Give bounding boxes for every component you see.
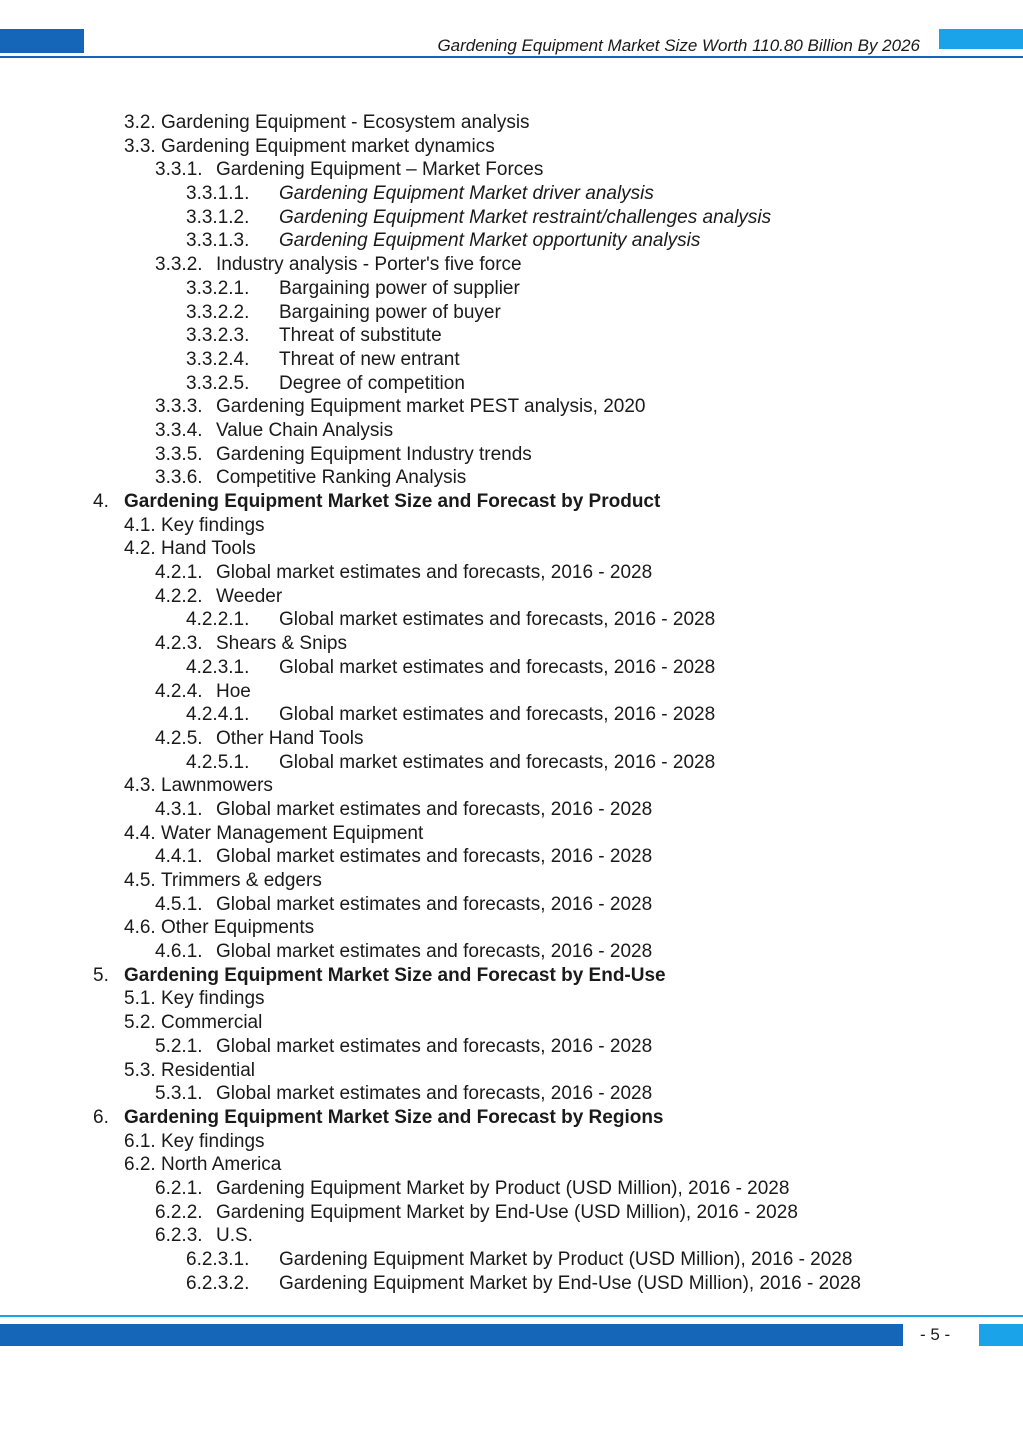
toc-entry-number: 3.2. [124,112,156,133]
toc-entry [0,348,1023,372]
toc-entry-number: 3.3.2.1. [186,277,250,299]
toc-entry-number: 4.5. [124,870,156,891]
toc-entry-number: 4.2.2.1. [186,609,250,631]
toc-entry [0,1011,1023,1035]
header-rule [0,56,1023,58]
toc-entry-number: 5.2. [124,1012,156,1034]
toc-entry [0,1224,1023,1248]
toc-entry-title: Threat of new entrant [279,348,460,370]
toc-entry-number: 4.2. [124,538,156,560]
toc-entry-title: Gardening Equipment Market Size and Forecast by Product [124,491,661,512]
toc-entry [0,490,1023,514]
toc-entry [0,703,1023,727]
toc-entry-title: Gardening Equipment Market by Product (USD Million), 2016 - 2028 [216,1177,790,1199]
toc-entry-title: Trimmers & edgers [161,870,322,891]
toc-entry [0,466,1023,490]
header-right-bar [939,29,1023,49]
toc-entry-number: 5. [93,964,109,986]
toc-entry-number: 4.3. [124,775,156,797]
page-number: - 5 - [920,1325,951,1344]
toc-entry-number: 4.4. [124,822,156,844]
toc-entry [0,987,1023,1011]
toc-entry-title: Global market estimates and forecasts, 2016 - 2028 [216,846,653,868]
toc-entry [0,964,1023,988]
toc-entry-title: Hand Tools [161,538,256,560]
toc-entry-title: Gardening Equipment market dynamics [161,135,495,157]
toc-entry [0,1106,1023,1130]
toc-entry-title: Gardening Equipment Market Size and Forecast by Regions [124,1106,664,1128]
toc-entry [0,1035,1023,1059]
toc-entry [0,656,1023,680]
toc-entry [0,395,1023,419]
toc-entry-title: Weeder [216,585,283,607]
toc-entry [0,253,1023,277]
toc-entry [0,727,1023,751]
toc-entry [0,845,1023,869]
toc-entry-number: 3.3.3. [155,396,203,418]
toc-entry-title: Value Chain Analysis [216,419,394,441]
toc-entry-title: Lawnmowers [161,775,273,797]
toc-entry-number: 3.3.1. [155,159,203,181]
toc-entry [0,158,1023,182]
toc-entry-title: Residential [161,1059,255,1081]
toc-entry [0,301,1023,325]
toc-entry-title: Threat of substitute [279,325,442,347]
toc-entry-title: Degree of competition [279,372,465,394]
toc-entry-number: 3.3.5. [155,443,203,465]
toc-entry-title: Bargaining power of buyer [279,301,501,323]
toc-entry-number: 3.3.4. [155,419,203,441]
toc-entry-number: 5.1. [124,988,156,1010]
toc-entry-title: Gardening Equipment – Market Forces [216,159,544,181]
toc-entry [0,537,1023,561]
toc-entry-title: Commercial [161,1012,263,1034]
toc-entry-number: 6.2.3. [155,1225,203,1247]
toc-entry-title: Global market estimates and forecasts, 2016 - 2028 [216,1083,653,1105]
toc-entry-number: 3.3.2.4. [186,348,250,370]
footer-right-bar [979,1324,1023,1346]
toc-entry-title: Gardening Equipment Market by Product (USD Million), 2016 - 2028 [279,1249,853,1270]
toc-entry-number: 3.3.1.2. [186,206,250,228]
toc-entry-number: 5.2.1. [155,1035,203,1057]
toc-entry [0,277,1023,301]
toc-entry-title: Global market estimates and forecasts, 2016 - 2028 [279,609,716,631]
toc-entry-title: Global market estimates and forecasts, 2016 - 2028 [279,656,716,678]
toc-entry [0,1177,1023,1201]
toc-entry-number: 4.2.3.1. [186,656,250,678]
toc-entry-number: 6.1. [124,1130,156,1152]
toc-entry-number: 6.2.3.1. [186,1249,250,1270]
toc-entry-number: 3.3.2. [155,254,203,276]
toc-entry-number: 4.1. [124,514,156,536]
toc-entry-title: Other Equipments [161,917,315,939]
toc-entry-number: 4.5.1. [155,893,203,915]
toc-entry-number: 3.3.2.2. [186,301,250,323]
toc-entry-title: North America [161,1154,282,1176]
toc-entry-title: Gardening Equipment Market driver analysis [279,183,654,205]
toc-entry [0,1153,1023,1177]
toc-entry-title: Global market estimates and forecasts, 2016 - 2028 [216,893,653,915]
toc-entry [0,324,1023,348]
toc-entry-number: 4.4.1. [155,846,203,868]
toc-entry [0,1201,1023,1225]
toc-entry [0,1082,1023,1106]
toc-entry [0,585,1023,609]
toc-entry-number: 3.3.1.3. [186,230,250,252]
toc-entry-number: 5.3. [124,1059,156,1081]
toc-entry-number: 4.2.5. [155,727,203,749]
toc-entry [0,1130,1023,1154]
toc-entry [0,514,1023,538]
toc-entry-number: 4.2.2. [155,585,203,607]
toc-entry [0,632,1023,656]
toc-entry [0,940,1023,964]
toc-entry-title: Key findings [161,988,265,1010]
toc-entry [0,229,1023,253]
toc-entry-number: 4.6. [124,917,156,939]
toc-entry-title: Global market estimates and forecasts, 2016 - 2028 [216,1035,653,1057]
toc-entry-number: 4.6.1. [155,941,203,963]
toc-entry [0,111,1023,135]
toc-entry-title: Gardening Equipment Market opportunity analysis [279,230,701,252]
toc-entry-title: Other Hand Tools [216,727,364,749]
footer-rule [0,1315,1023,1317]
toc-entry-title: Gardening Equipment Market Size and Forecast by End-Use [124,964,666,986]
toc-entry-number: 3.3.2.5. [186,372,250,394]
toc-entry-title: Gardening Equipment - Ecosystem analysis [161,112,530,133]
toc-entry [0,419,1023,443]
toc-entry-number: 3.3.1.1. [186,183,250,205]
toc-entry-title: Global market estimates and forecasts, 2016 - 2028 [279,704,716,726]
toc-entry [0,1059,1023,1083]
toc-entry [0,1272,1023,1296]
toc-entry-title: Gardening Equipment Industry trends [216,443,532,465]
toc-entry-title: Gardening Equipment market PEST analysis, 2020 [216,396,646,418]
toc-entry-title: U.S. [216,1225,253,1247]
toc-entry-title: Shears & Snips [216,633,347,655]
toc-entry-title: Global market estimates and forecasts, 2016 - 2028 [216,562,653,584]
toc-entry-number: 3.3. [124,135,156,157]
toc-entry [0,916,1023,940]
toc-entry-title: Competitive Ranking Analysis [216,467,467,489]
toc-entry-number: 4.2.1. [155,562,203,584]
toc-entry-title: Bargaining power of supplier [279,277,520,299]
toc-entry-title: Global market estimates and forecasts, 2016 - 2028 [216,798,653,820]
toc-entry [0,561,1023,585]
toc-entry [0,751,1023,775]
toc-entry-title: Gardening Equipment Market restraint/challenges analysis [279,206,772,228]
toc-entry-number: 4.2.3. [155,633,203,655]
toc-entry-number: 4. [93,491,109,512]
toc-entry-title: Gardening Equipment Market by End-Use (USD Million), 2016 - 2028 [279,1272,861,1294]
toc-entry [0,680,1023,704]
toc-entry [0,774,1023,798]
table-of-contents [0,111,1023,1295]
toc-entry-number: 6.2.1. [155,1177,203,1199]
toc-entry-number: 6. [93,1106,109,1128]
toc-entry-number: 3.3.2.3. [186,325,250,347]
toc-entry-number: 6.2.2. [155,1201,203,1223]
toc-entry-number: 6.2. [124,1154,156,1176]
toc-entry [0,372,1023,396]
toc-entry-title: Global market estimates and forecasts, 2016 - 2028 [279,751,716,773]
toc-entry [0,869,1023,893]
toc-entry-title: Global market estimates and forecasts, 2016 - 2028 [216,941,653,963]
toc-entry [0,893,1023,917]
toc-entry-number: 4.3.1. [155,798,203,820]
toc-entry-number: 3.3.6. [155,467,203,489]
toc-entry [0,135,1023,159]
toc-entry [0,1248,1023,1272]
toc-entry-title: Gardening Equipment Market by End-Use (USD Million), 2016 - 2028 [216,1201,798,1223]
toc-entry-title: Water Management Equipment [161,822,424,844]
toc-entry [0,822,1023,846]
header-title: Gardening Equipment Market Size Worth 110.80 Billion By 2026 [437,36,920,55]
toc-entry-title: Key findings [161,1130,265,1152]
toc-entry-number: 6.2.3.2. [186,1272,250,1294]
footer-bar [0,1324,903,1346]
toc-entry-number: 4.2.4.1. [186,704,250,726]
toc-entry [0,206,1023,230]
toc-entry-title: Key findings [161,514,265,536]
toc-entry [0,608,1023,632]
toc-entry-title: Hoe [216,680,251,702]
toc-entry-number: 4.2.4. [155,680,203,702]
toc-entry [0,182,1023,206]
toc-entry [0,798,1023,822]
toc-entry [0,443,1023,467]
toc-entry-number: 4.2.5.1. [186,751,250,773]
toc-entry-title: Industry analysis - Porter's five force [216,254,522,276]
toc-entry-number: 5.3.1. [155,1083,203,1105]
